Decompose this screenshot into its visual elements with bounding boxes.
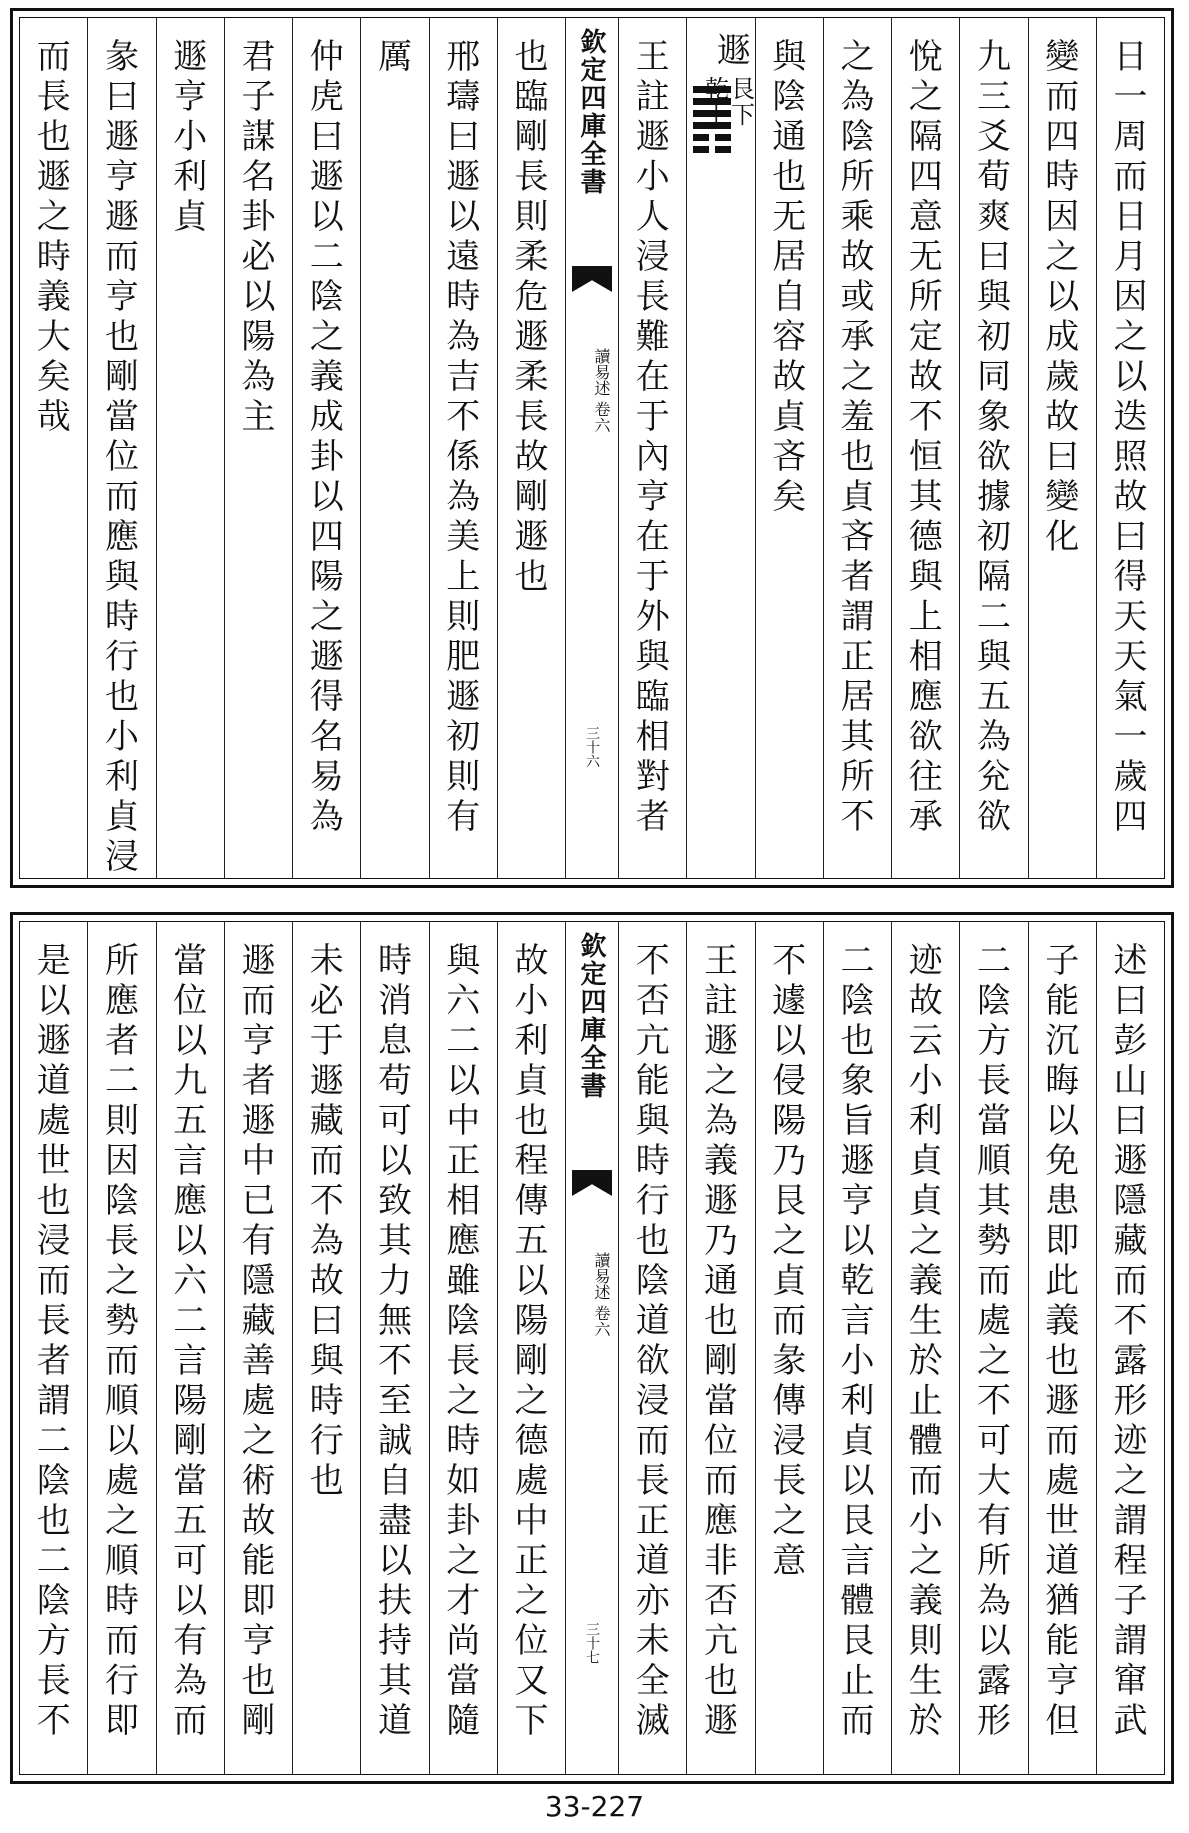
column-text: 不否亢能與時行也陰道欲浸而長正道亦未全滅 xyxy=(629,942,670,1742)
text-column xyxy=(823,18,891,878)
column-text: 故小利貞也程傳五以陽剛之德處中正之位又下 xyxy=(508,942,548,1742)
column-text: 是以遯道處世也浸而長者謂二陰也二陰方長不 xyxy=(30,942,71,1742)
text-column xyxy=(360,922,428,1774)
text-column xyxy=(87,922,155,1774)
text-column xyxy=(224,922,292,1774)
text-column xyxy=(156,922,224,1774)
spine-subtitle: 讀易述 卷六 xyxy=(592,1252,611,1338)
bottom-page-panel xyxy=(10,912,1174,1784)
text-column xyxy=(755,922,823,1774)
column-text: 二陰也象旨遯亨以乾言小利貞以艮言體艮止而 xyxy=(834,942,874,1742)
text-column xyxy=(292,18,360,878)
spine-page-number: 三十六 xyxy=(584,726,600,768)
text-column xyxy=(959,18,1027,878)
column-text: 迹故云小利貞貞之義生於止體而小之義則生於 xyxy=(902,942,943,1742)
column-text: 時消息苟可以致其力無不至誠自盡以扶持其道 xyxy=(371,942,412,1742)
column-text: 邢璹曰遯以遠時為吉不係為美上則肥遯初則有 xyxy=(439,38,480,838)
text-column xyxy=(959,922,1027,1774)
trigram-label: 乾上 xyxy=(700,76,729,128)
column-text: 而長也遯之時義大矣哉 xyxy=(30,38,71,438)
top-page-panel xyxy=(10,8,1174,888)
text-column xyxy=(1028,922,1096,1774)
column-text: 子能沉晦以免患即此義也遯而處世道猶能亨但 xyxy=(1038,942,1079,1742)
column-text: 當位以九五言應以六二言陽剛當五可以有為而 xyxy=(166,942,207,1742)
spine-subtitle: 讀易述 卷六 xyxy=(592,348,611,434)
text-column xyxy=(20,922,87,1774)
page-number: 33-227 xyxy=(544,1790,645,1823)
text-column xyxy=(823,922,891,1774)
column-text: 所應者二則因陰長之勢而順以處之順時而行即 xyxy=(98,942,139,1742)
text-column xyxy=(891,18,959,878)
text-column xyxy=(891,922,959,1774)
column-text: 日一周而日月因之以迭照故曰得天天氣一歲四 xyxy=(1107,38,1147,838)
column-text: 述曰彭山曰遯隱藏而不露形迹之謂程子謂窜武 xyxy=(1107,942,1147,1742)
spine-title: 欽定四庫全書 xyxy=(576,932,606,1100)
text-column xyxy=(87,18,155,878)
top-text-block xyxy=(19,17,1165,879)
text-column xyxy=(429,922,497,1774)
column-text: 悅之隔四意无所定故不恒其德與上相應欲往承 xyxy=(902,38,943,838)
column-text: 未必于遯藏而不為故曰與時行也 xyxy=(303,942,344,1502)
bottom-text-block xyxy=(19,921,1165,1775)
fish-tail-mark xyxy=(572,1170,612,1196)
column-text: 二陰方長當順其勢而處之不可大有所為以露形 xyxy=(970,942,1011,1742)
text-column xyxy=(497,18,565,878)
column-text: 王註遯小人浸長難在于內亨在于外與臨相對者 xyxy=(629,38,670,838)
text-column xyxy=(686,922,754,1774)
trigram-label: 艮下 xyxy=(726,76,755,128)
column-text: 之為陰所乘故或承之羞也貞吝者謂正居其所不 xyxy=(834,38,874,838)
text-column xyxy=(1096,922,1164,1774)
column-text: 君子謀名卦必以陽為主 xyxy=(235,38,275,438)
text-column xyxy=(224,18,292,878)
column-text: 王註遯之為義遯乃通也剛當位而應非否亢也遯 xyxy=(697,942,738,1742)
column-text: 不遽以侵陽乃艮之貞而彖傳浸長之意 xyxy=(765,942,806,1582)
text-column xyxy=(156,18,224,878)
spine-page-number: 三十七 xyxy=(584,1622,600,1664)
text-column xyxy=(755,18,823,878)
text-column xyxy=(292,922,360,1774)
text-column xyxy=(497,922,565,1774)
column-text: 與六二以中正相應雖陰長之時如卦之才尚當隨 xyxy=(439,942,480,1742)
column-text: 變而四時因之以成歲故曰變化 xyxy=(1038,38,1079,558)
text-column xyxy=(429,18,497,878)
text-column xyxy=(1028,18,1096,878)
fish-tail-mark xyxy=(572,266,612,292)
column-text: 仲虎曰遯以二陰之義成卦以四陽之遯得名易為 xyxy=(303,38,344,838)
column-text: 也臨剛長則柔危遯柔長故剛遯也 xyxy=(508,38,548,598)
column-text: 厲 xyxy=(371,38,412,78)
book-spine xyxy=(565,922,618,1774)
column-text: 九三爻荀爽曰與初同象欲據初隔二與五為兊欲 xyxy=(970,38,1011,838)
column-text: 遯亨小利貞 xyxy=(166,38,207,238)
spine-title: 欽定四庫全書 xyxy=(576,28,606,196)
text-column xyxy=(618,922,686,1774)
column-text: 遯 xyxy=(710,32,751,72)
text-column xyxy=(618,18,686,878)
text-column xyxy=(20,18,87,878)
text-column xyxy=(360,18,428,878)
book-spine xyxy=(565,18,618,878)
trigram-labels xyxy=(700,76,755,128)
text-column xyxy=(1096,18,1164,878)
column-text: 遯而亨者遯中已有隱藏善處之術故能即亨也剛 xyxy=(235,942,275,1742)
column-text: 與陰通也无居自容故貞吝矣 xyxy=(765,38,806,518)
text-column xyxy=(686,18,754,878)
column-text: 彖曰遯亨遯而亨也剛當位而應與時行也小利貞浸 xyxy=(98,38,139,878)
